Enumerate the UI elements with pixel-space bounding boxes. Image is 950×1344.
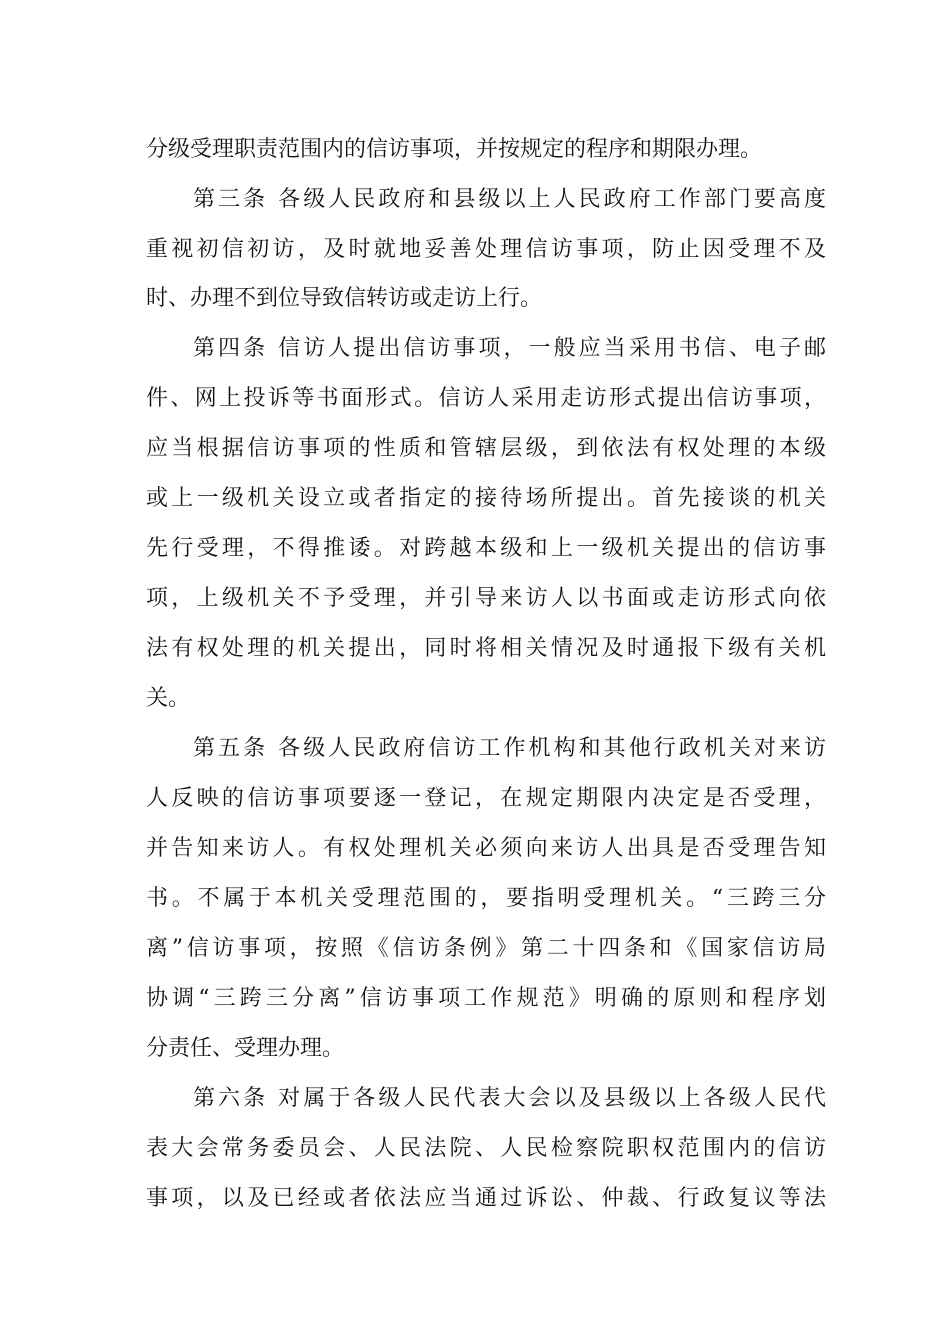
- text-line: 时、办理不到位导致信转访或走访上行。: [146, 286, 543, 311]
- text-line: 或上一级机关设立或者指定的接待场所提出。首先接谈的机关: [146, 486, 826, 511]
- text-line: 表大会常务委员会、人民法院、人民检察院职权范围内的信访: [146, 1136, 826, 1161]
- text-line: 分责任、受理办理。: [146, 1036, 345, 1061]
- text-line: 项，上级机关不予受理，并引导来访人以书面或走访形式向依: [146, 586, 826, 611]
- article-5-heading-line: 第五条 各级人民政府信访工作机构和其他行政机关对来访: [193, 736, 826, 761]
- article-3-heading-line: 第三条 各级人民政府和县级以上人民政府工作部门要高度: [193, 187, 826, 212]
- text-line: 事项，以及已经或者依法应当通过诉讼、仲裁、行政复议等法: [146, 1186, 826, 1211]
- text-line: 分级受理职责范围内的信访事项，并按规定的程序和期限办理。: [146, 137, 763, 162]
- text-line: 重视初信初访，及时就地妥善处理信访事项，防止因受理不及: [146, 237, 826, 262]
- article-4-heading-line: 第四条 信访人提出信访事项，一般应当采用书信、电子邮: [193, 336, 826, 361]
- text-line: 应当根据信访事项的性质和管辖层级，到依法有权处理的本级: [146, 436, 826, 461]
- text-line: 人反映的信访事项要逐一登记，在规定期限内决定是否受理，: [146, 786, 826, 811]
- article-6-heading-line: 第六条 对属于各级人民代表大会以及县级以上各级人民代: [193, 1086, 826, 1111]
- text-line: 法有权处理的机关提出，同时将相关情况及时通报下级有关机: [146, 636, 826, 661]
- text-line: 件、网上投诉等书面形式。信访人采用走访形式提出信访事项，: [146, 386, 826, 411]
- text-line: 协调“三跨三分离”信访事项工作规范》明确的原则和程序划: [146, 986, 826, 1011]
- text-line: 并告知来访人。有权处理机关必须向来访人出具是否受理告知: [146, 836, 826, 861]
- text-line: 关。: [146, 686, 191, 711]
- text-line: 先行受理，不得推诿。对跨越本级和上一级机关提出的信访事: [146, 536, 826, 561]
- text-line: 书。不属于本机关受理范围的，要指明受理机关。“三跨三分: [146, 886, 826, 911]
- text-line: 离”信访事项，按照《信访条例》第二十四条和《国家信访局: [146, 936, 826, 961]
